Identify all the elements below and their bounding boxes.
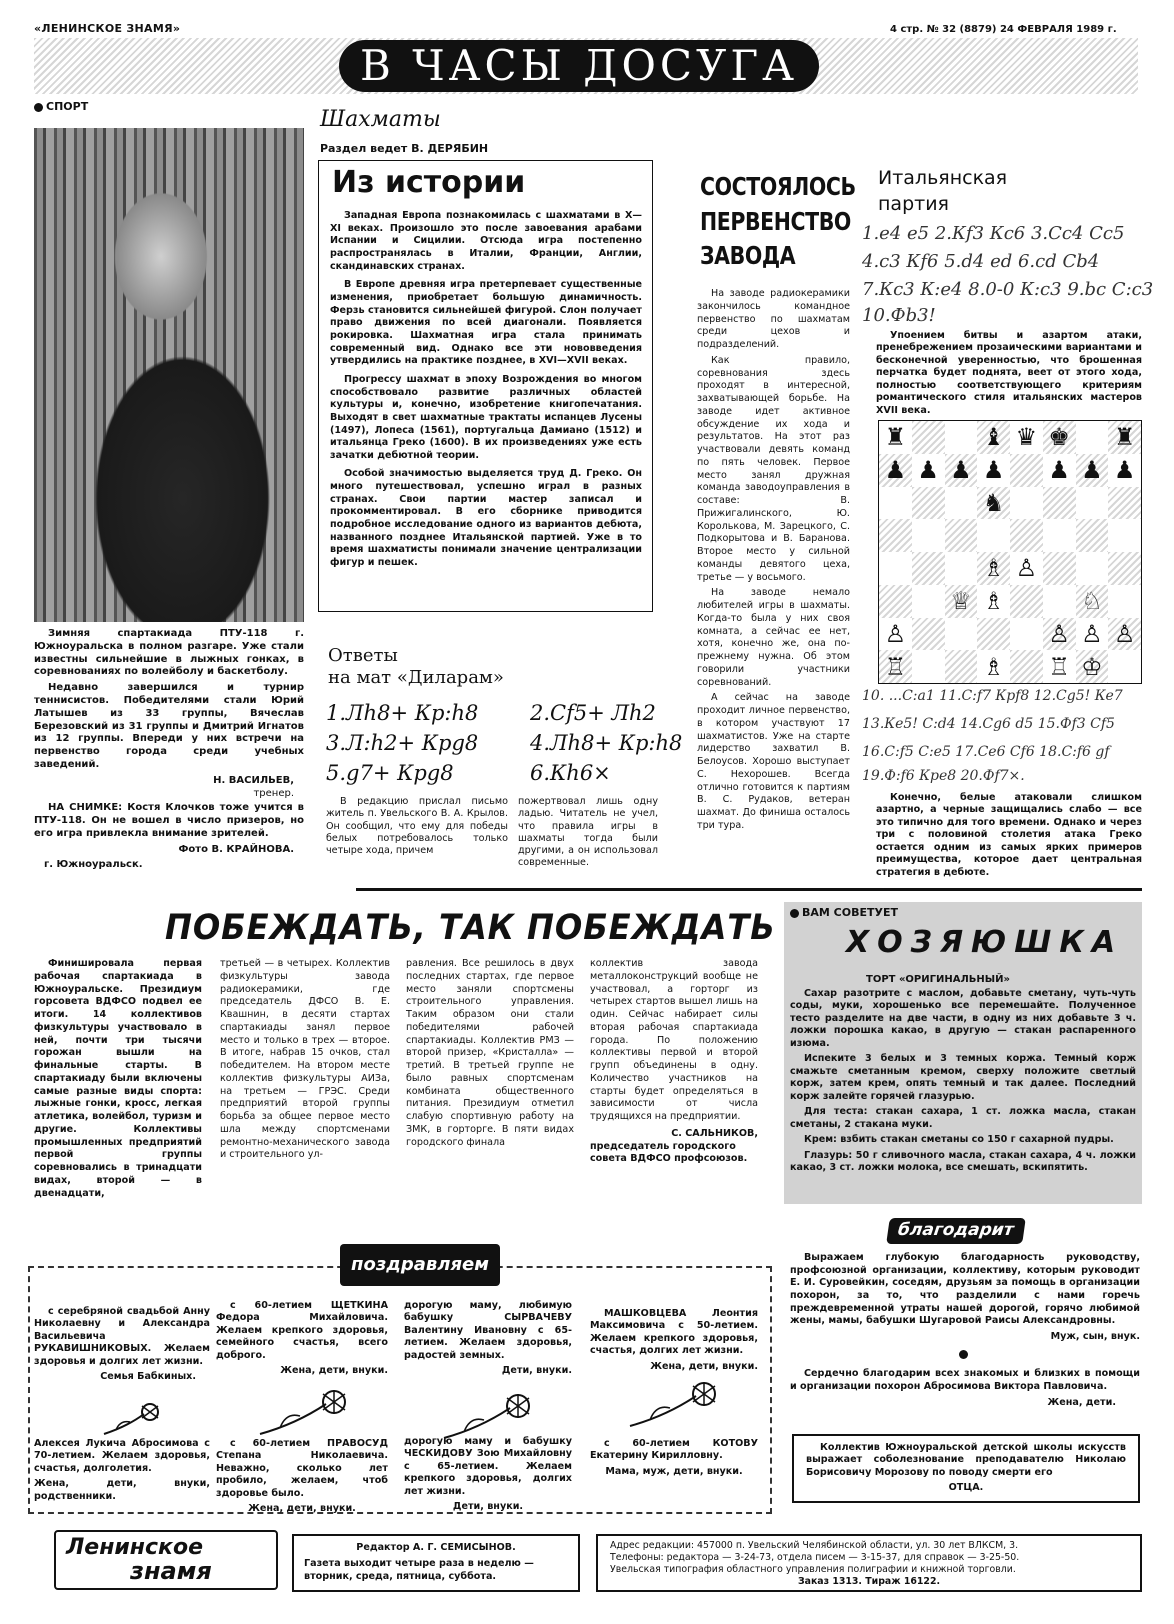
- chess-piece-icon: ♙: [1081, 619, 1103, 648]
- win-title: ПОБЕЖДАТЬ, ТАК ПОБЕЖДАТЬ: [165, 908, 776, 948]
- congrats-5-text: Алексея Лукича Абросимова с 70-летием. Желаем здоровья, счастья, долголетия.: [34, 1438, 210, 1474]
- factory-p1: На заводе радиокерамики закончилось командное первенство по шахматам среди цехов и подразделений.: [697, 288, 850, 350]
- congrats-1-sign: Семья Бабкиных.: [100, 1371, 196, 1383]
- board-square: [1043, 454, 1076, 487]
- hostess-text: [790, 988, 1136, 1178]
- board-square: [945, 454, 978, 487]
- answers-title-1: Ответы: [328, 645, 398, 666]
- board-square: [1076, 454, 1109, 487]
- hostess-rubric: [790, 906, 898, 920]
- answer-4: 4.Лh8+ Кр:h8: [530, 731, 683, 755]
- sport-rubric-label: СПОРТ: [46, 100, 89, 113]
- flower-icon: [256, 1388, 356, 1438]
- board-square: [1076, 618, 1109, 651]
- congrats-8: [590, 1438, 758, 1478]
- congrats-3: [404, 1300, 572, 1378]
- answer-3: 3.Л:h2+ Крg8: [326, 731, 479, 755]
- board-square: [1108, 487, 1141, 520]
- chess-piece-icon: ♜: [1113, 423, 1136, 452]
- flower-icon: [100, 1402, 170, 1436]
- chess-piece-icon: ♟: [1048, 456, 1070, 485]
- chess-piece-icon: ♘: [1081, 587, 1103, 616]
- board-square: [945, 552, 978, 585]
- separator-dot: [790, 1350, 1140, 1363]
- italian-moves-1a: 1.е4 е5 2.Кf3 Кc6 3.Сc4 Сc5: [862, 223, 1125, 244]
- bullet-icon: [790, 909, 799, 918]
- chess-piece-icon: ♝: [982, 423, 1005, 452]
- board-square: [879, 454, 912, 487]
- hostess-p1: Сахар разотрите с маслом, добавьте сметану, чуть-чуть соды, муки, хорошенько все перемешайте. Полученное тесто разделите на две части, в одну из них добавьте 3 ч. ложки порошка какао, в другую — стакан распаренного изюма.: [790, 988, 1136, 1049]
- italian-moves-2d: 19.Ф:f6 Крe8 20.Фf7×.: [862, 768, 1025, 784]
- hostess-rubric-label: ВАМ СОВЕТУЕТ: [802, 906, 898, 919]
- italian-moves-1c: 7.Кc3 К:е4 8.0-0 К:c3 9.bc С:c3: [862, 279, 1154, 300]
- board-square: [977, 585, 1010, 618]
- win-col-1-text: Финишировала первая рабочая спартакиада в Южноуральске. Президиум горсовета ВДФСО подвел ее итоги. 14 коллективов физкультуры участвовало в ней, почти три тысячи горожан вышли на финальные старты. В спартакиаду были включены самые разные виды спорта: лыжные гонки, кросс, легкая атлетика, волейбол, туризм и другие. Коллективы промышленных предприятий первой группы соревновались в тринадцати видах, второй — в двенадцати,: [34, 958, 202, 1199]
- thanks-p3: Коллектив Южноуральской детской школы искусств выражает соболезнование преподавателю Николаю Борисовичу Морозову по поводу смерти его: [806, 1442, 1126, 1478]
- thanks-sign-3: ОТЦА.: [948, 1482, 984, 1494]
- board-square: [1108, 421, 1141, 454]
- win-author-role: председатель городского совета ВДФСО профсоюзов.: [590, 1140, 748, 1165]
- board-square: [879, 552, 912, 585]
- board-square: [1010, 421, 1043, 454]
- board-square: [945, 487, 978, 520]
- board-square: [1043, 552, 1076, 585]
- footer-printer: Увельская типография областного управления полиграфии и книжной торговли.: [610, 1564, 1016, 1576]
- italian-title-2: партия: [878, 193, 949, 215]
- chess-editor: Раздел ведет В. ДЕРЯБИН: [320, 142, 489, 155]
- board-square: [879, 650, 912, 683]
- sport-photo-note: НА СНИМКЕ: Костя Клочков тоже учится в ПТУ-118. Он не вошел в число призеров, но его игра привлекла внимание зрителей.: [34, 802, 304, 839]
- congrats-4-text: МАШКОВЦЕВА Леонтия Максимовича с 50-летием. Желаем крепкого здоровья, счастья, долгих лет жизни.: [590, 1308, 758, 1357]
- answers-note-2-text: пожертвовал лишь одну ладью. Читатель не учел, что правила игры в шахматы тогда были другими, а он использовал современные.: [518, 796, 658, 869]
- congrats-3-text: дорогую маму, любимую бабушку СЫРВАЧЕВУ Валентину Ивановну с 65-летием. Желаем здоровья, радостей земных.: [404, 1300, 572, 1361]
- chess-piece-icon: ♟: [917, 456, 939, 485]
- sport-city: г. Южноуральск.: [44, 858, 143, 870]
- board-square: [1043, 618, 1076, 651]
- italian-moves-2b: 13.Кe5! С:d4 14.Сg6 d5 15.Фf3 Сf5: [862, 716, 1115, 732]
- hostess-p4: Крем: взбить стакан сметаны со 150 г сахарной пудры.: [804, 1134, 1114, 1146]
- footer-editor-box: [292, 1534, 580, 1592]
- thanks-condolence-box: [792, 1434, 1140, 1503]
- banner-title: В ЧАСЫ ДОСУГА: [360, 41, 798, 91]
- board-square: [1108, 650, 1141, 683]
- hostess-p3: Для теста: стакан сахара, 1 ст. ложка масла, стакан сметаны, 2 стакана муки.: [790, 1106, 1136, 1130]
- congrats-1: [34, 1306, 210, 1384]
- chess-piece-icon: ♟: [982, 456, 1005, 485]
- footer-logo: [54, 1530, 278, 1590]
- factory-p4: А сейчас на заводе проходит личное первенство, в котором участвуют 17 шахматистов. Уже на старте лидерство захватил В. Белоусов. Хорошо выступает С. Нехорошев. Всегда отлично готовится к партиям В. С. Рудаков, ветеран шахмат. До финиша осталось три тура.: [697, 692, 850, 831]
- board-square: [1108, 454, 1141, 487]
- chess-piece-icon: ♟: [884, 456, 907, 485]
- chess-piece-icon: ♚: [1048, 423, 1070, 452]
- bullet-icon: [34, 103, 43, 112]
- board-square: [1010, 618, 1043, 651]
- flower-icon: [626, 1380, 726, 1430]
- chess-piece-icon: ♟: [950, 456, 972, 485]
- answer-6: 6.Кh6×: [530, 761, 611, 785]
- board-square: [912, 487, 945, 520]
- factory-text: [697, 288, 850, 836]
- board-square: [945, 519, 978, 552]
- board-square: [1076, 552, 1109, 585]
- thanks-sign-1: Муж, сын, внук.: [1050, 1330, 1140, 1342]
- italian-moves-1d: 10.Фb3!: [862, 305, 936, 326]
- board-square: [977, 552, 1010, 585]
- answers-title-2: на мат «Диларам»: [328, 667, 504, 688]
- history-p3: Прогрессу шахмат в эпоху Возрождения во многом способствовало развитие различных областей культуры и, конечно, изобретение книгопечатания. Выходят в свет шахматные трактаты испанцев Лусены (1497), Лопеса (1561), португальца Дамиано (1512) и итальянца Греко (1600). В их произведениях уже есть зачатки дебютной теории.: [330, 373, 642, 461]
- sport-photo: [34, 128, 304, 622]
- footer-address: Адрес редакции: 457000 п. Увельский Челябинской области, ул. 30 лет ВЛКСМ, 3.: [610, 1540, 1019, 1551]
- win-col-4-text: коллектив завода металлоконструкций вообще не участвовал, а горторг из четырех стартов вышел лишь на один. Сейчас набирает силы вторая рабочая спартакиада города. По положению коллективы первой и второй групп объединены в одну. Количество участников на старты будет определяться в зависимости от числа трудящихся на предприятии.: [590, 958, 758, 1122]
- thanks-p2: Сердечно благодарим всех знакомых и близких в помощи и организации похорон Абросимова Виктора Павловича.: [790, 1368, 1140, 1392]
- sport-caption-1: Зимняя спартакиада ПТУ-118 г. Южноуральска в полном разгаре. Уже стали известны сильнейшие в лыжных гонках, в соревнованиях по волейболу и баскетболу.: [34, 628, 304, 678]
- hostess-p2: Испеките 3 белых и 3 темных коржа. Темный корж смажьте сметанным кремом, сверху положите светлый корж, затем крем, опять темный и так далее. Последний корж залейте горячей глазурью.: [790, 1053, 1136, 1102]
- congrats-8-sign: Мама, муж, дети, внуки.: [605, 1465, 743, 1477]
- congrats-2-text: с 60-летием ЩЕТКИНА Федора Михайловича. Желаем крепкого здоровья, семейного счастья, всего доброго.: [216, 1300, 388, 1361]
- board-square: [879, 585, 912, 618]
- sport-caption: [34, 628, 304, 871]
- board-square: [879, 519, 912, 552]
- chess-piece-icon: ♟: [1081, 456, 1103, 485]
- thanks-p1: Выражаем глубокую благодарность руководству, профсоюзной организации, коллективу, которым руководит Е. И. Суровейкин, соседям, друзьям за помощь в организации похорон, за то, что разделили с нами горечь преждевременной утраты нашей дорогой, горячо любимой жены, мамы, бабушки Шугаровой Раисы Александровны.: [790, 1252, 1140, 1327]
- congrats-5: [34, 1438, 210, 1506]
- sport-photo-credit: Фото В. КРАЙНОВА.: [178, 843, 294, 855]
- board-square: [945, 618, 978, 651]
- italian-conclusion-text: Конечно, белые атаковали слишком азартно, а черные защищались слабо — все это типично для того времени. Однако и через три с половиной столетия атака Греко остается одним из самых ярких примеров преимущества, которое дает центральная стратегия в дебюте.: [876, 792, 1142, 878]
- board-square: [1010, 487, 1043, 520]
- history-p1: Западная Европа познакомилась с шахматами в X—XI веках. Произошло это после завоевания арабами Испании и Сицилии. Отсюда игра постепенно распространялась в Италии, Франции, Англии, скандинавских странах.: [330, 210, 642, 272]
- chess-piece-icon: ♖: [884, 652, 907, 681]
- board-square: [977, 618, 1010, 651]
- italian-moves-2c: 16.С:f5 С:e5 17.Сe6 Сf6 18.С:f6 gf: [862, 744, 1110, 760]
- congrats-2-sign: Жена, дети, внуки.: [280, 1365, 388, 1377]
- footer-editor: Редактор А. Г. СЕМИСЫНОВ.: [356, 1542, 516, 1553]
- answers-note-2: [518, 796, 658, 873]
- chess-piece-icon: ♗: [982, 652, 1005, 681]
- chess-piece-icon: ♖: [1048, 652, 1070, 681]
- board-square: [1043, 650, 1076, 683]
- board-square: [977, 519, 1010, 552]
- footer-address-box: [596, 1534, 1142, 1592]
- congrats-6-sign: Жена, дети, внуки.: [248, 1503, 356, 1515]
- board-square: [879, 618, 912, 651]
- board-square: [1010, 454, 1043, 487]
- board-square: [1076, 487, 1109, 520]
- board-square: [1076, 421, 1109, 454]
- board-square: [912, 650, 945, 683]
- hostess-title: ХОЗЯЮШКА: [846, 925, 1124, 960]
- factory-title-1: СОСТОЯЛОСЬ: [700, 172, 856, 201]
- factory-title-2: ПЕРВЕНСТВО: [700, 206, 851, 236]
- answers-note-1-text: В редакцию прислал письмо житель п. Увельского В. А. Крылов. Он сообщил, что ему для победы белых потребовалось только четыре хода, причем: [326, 796, 508, 857]
- board-square: [912, 454, 945, 487]
- board-square: [1108, 519, 1141, 552]
- chess-piece-icon: ♜: [884, 423, 907, 452]
- win-col-3-text: равления. Все решилось в двух последних стартах, где первое место заняли спортсмены строительного управления. Таким образом они стали победителями рабочей спартакиады. Коллектив РМЗ — второй призер, «Кристалла» — третий. В третьей группе не было равных спортсменам комбината общественного питания. Президиум отметил слабую спортивную работу на ЗМК, в горторге. В пяти видах городского финала: [406, 958, 574, 1148]
- congrats-6: [216, 1438, 388, 1516]
- board-square: [1010, 552, 1043, 585]
- history-title: Из истории: [326, 164, 531, 202]
- italian-moves-1b: 4.с3 Кf6 5.d4 еd 6.cd Сb4: [862, 251, 1100, 272]
- bullet-icon: [959, 1350, 968, 1359]
- flower-icon: [440, 1392, 540, 1442]
- congrats-title-badge: [340, 1244, 500, 1286]
- board-square: [977, 650, 1010, 683]
- masthead-right: 4 стр. № 32 (8879) 24 ФЕВРАЛЯ 1989 г.: [890, 24, 1117, 35]
- italian-title-1: Итальянская: [878, 167, 1008, 189]
- factory-title-3: ЗАВОДА: [700, 241, 796, 270]
- sport-author: Н. ВАСИЛЬЕВ,: [213, 774, 294, 786]
- hostess-subtitle: ТОРТ «ОРИГИНАЛЬНЫЙ»: [866, 974, 1010, 985]
- board-square: [1108, 585, 1141, 618]
- board-square: [1108, 618, 1141, 651]
- chess-piece-icon: ♔: [1081, 652, 1103, 681]
- congrats-7-text: дорогую маму и бабушку ЧЕСКИДОВУ Зою Михайловну с 65-летием. Желаем крепкого здоровья, долгих лет жизни.: [404, 1436, 572, 1497]
- chess-board: [878, 420, 1142, 684]
- thanks-sign-2: Жена, дети.: [1047, 1396, 1116, 1408]
- chess-piece-icon: ♙: [1048, 619, 1070, 648]
- board-square: [977, 421, 1010, 454]
- footer-order: Заказ 1313. Тираж 16122.: [797, 1576, 941, 1588]
- congrats-4: [590, 1308, 758, 1373]
- footer-logo-1: Ленинское: [66, 1535, 204, 1560]
- answers-note-1: [326, 796, 508, 860]
- board-square: [1076, 585, 1109, 618]
- masthead-left: «ЛЕНИНСКОЕ ЗНАМЯ»: [34, 22, 181, 35]
- board-square: [1010, 585, 1043, 618]
- congrats-7: [404, 1436, 572, 1514]
- board-square: [912, 585, 945, 618]
- history-p2: В Европе древняя игра претерпевает существенные изменения, приобретает большую динамичность. Ферзь становится сильнейшей фигурой. Слон получает право движения по всей диагонали. Появляется рокировка. Шахматная игра стала принимать современный вид. Однако все эти нововведения утвердились на практике позднее, в XVI—XVII веках.: [330, 279, 642, 367]
- board-square: [912, 552, 945, 585]
- chess-piece-icon: ♙: [1113, 619, 1136, 648]
- board-square: [977, 454, 1010, 487]
- win-col-3: [406, 958, 574, 1152]
- chess-piece-icon: ♙: [1015, 554, 1038, 583]
- win-col-2: [220, 958, 390, 1165]
- history-p4: Особой значимостью выделяется труд Д. Греко. Он много путешествовал, успешно играл в разных странах. Свои партии мастер записал и прокомментировал. В его сборнике приводится подробное исследование одного из вариантов дебюта, названного позднее Итальянской партией. Уже в то время шахматисты понимали значение централизации фигур и пешек.: [330, 468, 642, 569]
- congrats-6-text: с 60-летием ПРАВОСУД Степана Николаевича. Неважно, сколько лет пробило, желаем, чтоб здоровье было.: [216, 1438, 388, 1499]
- win-col-2-text: третьей — в четырех. Коллектив физкультуры завода радиокерамики, где председатель ДФСО В. Е. Квашнин, в десяти стартах спартакиады занял первое место и только в трех — второе. В итоге, набрав 15 очков, стал победителем. На втором месте коллектив физкультуры АИЗа, на третьем — ГРЭС. Среди предприятий второй группы борьба за общее первое место шла между спортсменами ремонтно-механического завода и строительного ул-: [220, 958, 390, 1161]
- italian-comment-text: Упоением битвы и азартом атаки, пренебрежением прозаическими вариантами и бесконечной уверенностью, что брошенная перчатка будет поднята, веет от этого хода, полностью соответствующего критериям романтического стиля итальянских мастеров XVII века.: [876, 330, 1142, 416]
- sport-caption-2: Недавно завершился и турнир теннисистов. Победителями стали Юрий Латышев из 33 группы, Вячеслав Березовский из 31 группы и Дмитрий Игнатов из 12 группы. Впереди у них встречи на первенство города среди учебных заведений.: [34, 682, 304, 770]
- chess-piece-icon: ♗: [982, 554, 1005, 583]
- history-text: [330, 210, 642, 573]
- board-square: [879, 487, 912, 520]
- answer-2: 2.Сf5+ Лh2: [530, 701, 656, 725]
- win-col-1: [34, 958, 202, 1203]
- footer-phones: Телефоны: редактора — 3-24-73, отдела писем — 3-15-37, для справок — 3-25-50.: [610, 1552, 1020, 1564]
- footer-logo-2: знамя: [130, 1557, 212, 1585]
- sport-author-role: тренер.: [253, 787, 294, 799]
- board-square: [1043, 519, 1076, 552]
- board-square: [1108, 552, 1141, 585]
- hostess-p5: Глазурь: 50 г сливочного масла, стакан сахара, 4 ч. ложки какао, 3 ст. ложки молока, все смешать, вскипятить.: [790, 1149, 1136, 1174]
- chess-piece-icon: ♗: [982, 587, 1005, 616]
- chess-section-title: Шахматы: [320, 107, 441, 132]
- board-square: [945, 421, 978, 454]
- answer-5: 5.g7+ Крg8: [326, 761, 454, 785]
- board-square: [912, 519, 945, 552]
- board-square: [1043, 487, 1076, 520]
- board-square: [879, 421, 912, 454]
- win-col-4: [590, 958, 758, 1166]
- thanks-title-badge: [886, 1218, 1025, 1244]
- chess-piece-icon: ♕: [950, 587, 972, 616]
- board-square: [945, 650, 978, 683]
- banner: [339, 40, 819, 92]
- chess-piece-icon: ♛: [1015, 423, 1038, 452]
- section-divider: [356, 888, 1142, 891]
- footer-schedule: Газета выходит четыре раза в неделю —вторник, среда, пятница, суббота.: [304, 1558, 534, 1582]
- italian-conclusion: [876, 792, 1142, 882]
- chess-piece-icon: ♙: [884, 619, 907, 648]
- congrats-4-sign: Жена, дети, внуки.: [650, 1360, 758, 1372]
- italian-moves-2a: 10. ...С:а1 11.С:f7 Крf8 12.Сg5! Кe7: [862, 688, 1123, 704]
- chess-piece-icon: ♟: [1113, 456, 1136, 485]
- congrats-3-sign: Дети, внуки.: [501, 1365, 572, 1377]
- board-square: [945, 585, 978, 618]
- answer-1: 1.Лh8+ Кр:h8: [326, 701, 479, 725]
- italian-comment: [876, 330, 1142, 420]
- congrats-7-sign: Дети, внуки.: [452, 1501, 524, 1513]
- board-square: [1076, 650, 1109, 683]
- thanks-title: благодарит: [896, 1220, 1016, 1240]
- sport-rubric: [34, 100, 88, 114]
- board-square: [912, 421, 945, 454]
- board-square: [1010, 650, 1043, 683]
- chess-piece-icon: ♞: [982, 488, 1005, 517]
- congrats-1-text: с серебряной свадьбой Анну Николаевну и Александра Васильевича РУКАВИШНИКОВЫХ. Желаем здоровья и долгих лет жизни.: [34, 1306, 210, 1367]
- congrats-title: поздравляем: [351, 1254, 489, 1276]
- thanks-text: [790, 1252, 1140, 1409]
- congrats-2: [216, 1300, 388, 1378]
- board-square: [977, 487, 1010, 520]
- factory-p2: Как правило, соревнования здесь проходят в интересной, захватывающей борьбе. На заводе идет активное обсуждение их хода и результатов. На этот раз участвовали девять команд по пять человек. Первое место занял дружная команда заводоуправления в составе: В. Прижигалинского, Ю. Корольковa, М. Зарецкого, С. Подкорытова и В. Барановa. Второе место у сильной команды девятого цеха, третье — у восьмого.: [697, 354, 850, 583]
- board-square: [1043, 585, 1076, 618]
- congrats-5-sign: Жена, дети, внуки, родственники.: [34, 1478, 210, 1502]
- board-square: [1076, 519, 1109, 552]
- board-square: [1043, 421, 1076, 454]
- congrats-8-text: с 60-летием КОТОВУ Екатерину Кирилловну.: [590, 1438, 758, 1462]
- board-square: [1010, 519, 1043, 552]
- board-square: [912, 618, 945, 651]
- win-author: С. САЛЬНИКОВ,: [671, 1127, 758, 1139]
- factory-p3: На заводе немало любителей игры в шахматы. Когда-то была у них своя комната, а сейчас ее нет, хотя, конечно же, она по-прежнему нужна. Об этом говорили участники соревнований.: [697, 587, 850, 688]
